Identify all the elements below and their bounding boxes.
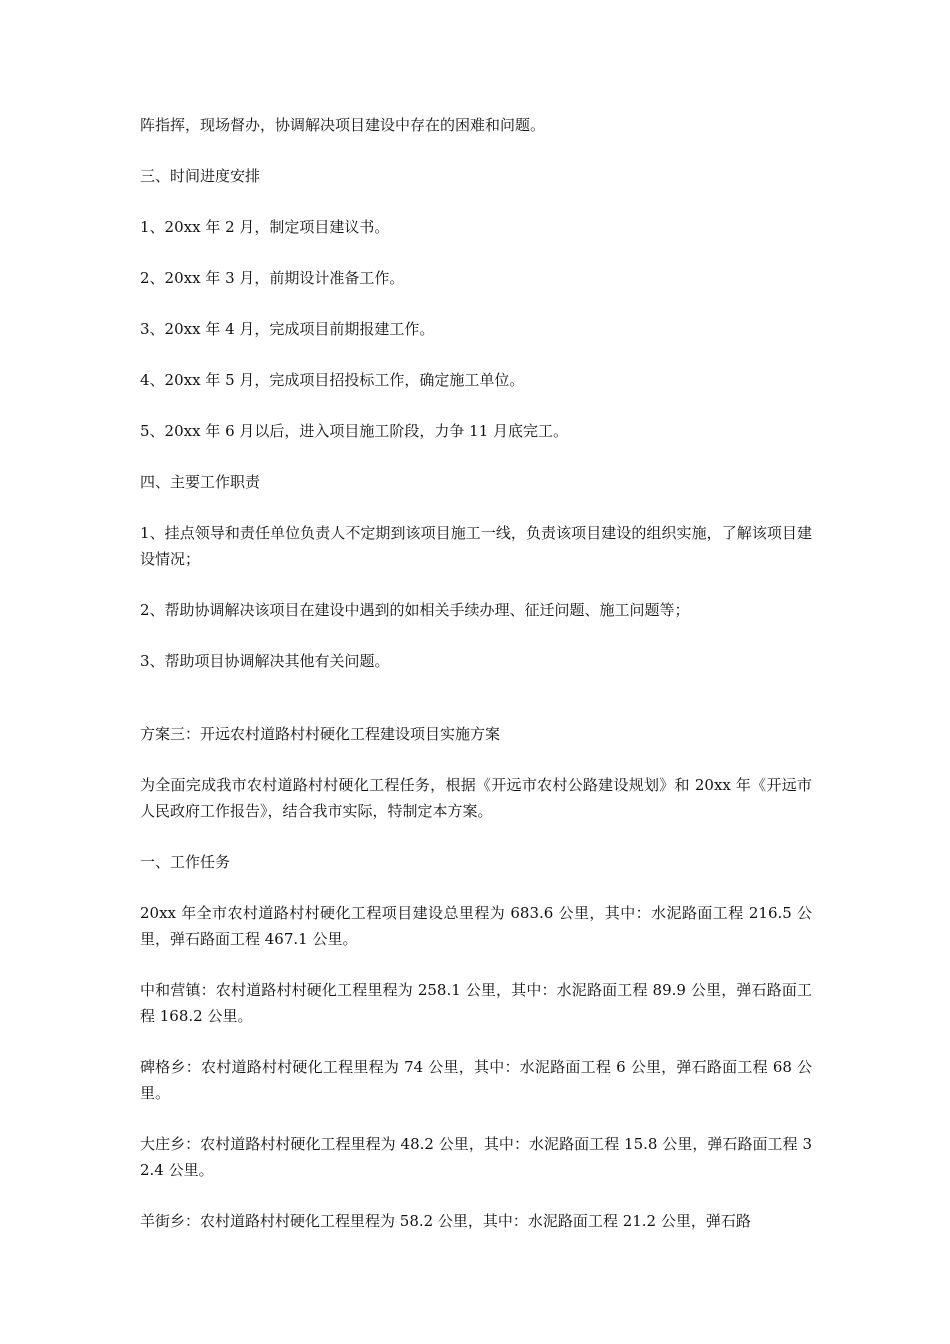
- responsibility-item-2: 2、帮助协调解决该项目在建设中遇到的如相关手续办理、征迁问题、施工问题等；: [140, 601, 690, 619]
- schedule-item-2: 2、20xx 年 3 月，前期设计准备工作。: [140, 269, 405, 287]
- paragraph-continuation: 阵指挥，现场督办，协调解决项目建设中存在的困难和问题。: [140, 116, 546, 134]
- schedule-item-5: 5、20xx 年 6 月以后，进入项目施工阶段，力争 11 月底完工。: [140, 422, 569, 440]
- plan-three-title: 方案三：开远农村道路村村硬化工程建设项目实施方案: [140, 725, 501, 743]
- task-zhongheying: 中和营镇：农村道路村村硬化工程里程为 258.1 公里，其中：水泥路面工程 89.9 公里，弹石路面工程 168.2 公里。: [140, 981, 812, 1025]
- section-heading-schedule: 三、时间进度安排: [140, 167, 261, 185]
- task-yangjie: 羊街乡：农村道路村村硬化工程里程为 58.2 公里，其中：水泥路面工程 21.2 公里，弹石路: [140, 1212, 751, 1230]
- section-heading-responsibilities: 四、主要工作职责: [140, 473, 261, 491]
- plan-three-intro: 为全面完成我市农村道路村村硬化工程任务，根据《开远市农村公路建设规划》和 20xx 年《开远市人民政府工作报告》，结合我市实际，特制定本方案。: [140, 776, 812, 820]
- task-dazhuang: 大庄乡：农村道路村村硬化工程里程为 48.2 公里，其中：水泥路面工程 15.8 公里，弹石路面工程 32.4 公里。: [140, 1135, 812, 1179]
- responsibility-item-1: 1、挂点领导和责任单位负责人不定期到该项目施工一线，负责该项目建设的组织实施，了解该项目建设情况；: [140, 524, 812, 568]
- schedule-item-3: 3、20xx 年 4 月，完成项目前期报建工作。: [140, 320, 435, 338]
- document-body: [140, 112, 812, 1234]
- schedule-item-4: 4、20xx 年 5 月，完成项目招投标工作，确定施工单位。: [140, 371, 525, 389]
- task-total: 20xx 年全市农村道路村村硬化工程项目建设总里程为 683.6 公里，其中：水泥路面工程 216.5 公里，弹石路面工程 467.1 公里。: [140, 904, 812, 948]
- section-heading-tasks: 一、工作任务: [140, 853, 231, 871]
- schedule-item-1: 1、20xx 年 2 月，制定项目建议书。: [140, 218, 390, 236]
- task-beige: 碑格乡：农村道路村村硬化工程里程为 74 公里，其中：水泥路面工程 6 公里，弹石路面工程 68 公里。: [140, 1058, 812, 1102]
- responsibility-item-3: 3、帮助项目协调解决其他有关问题。: [140, 652, 390, 670]
